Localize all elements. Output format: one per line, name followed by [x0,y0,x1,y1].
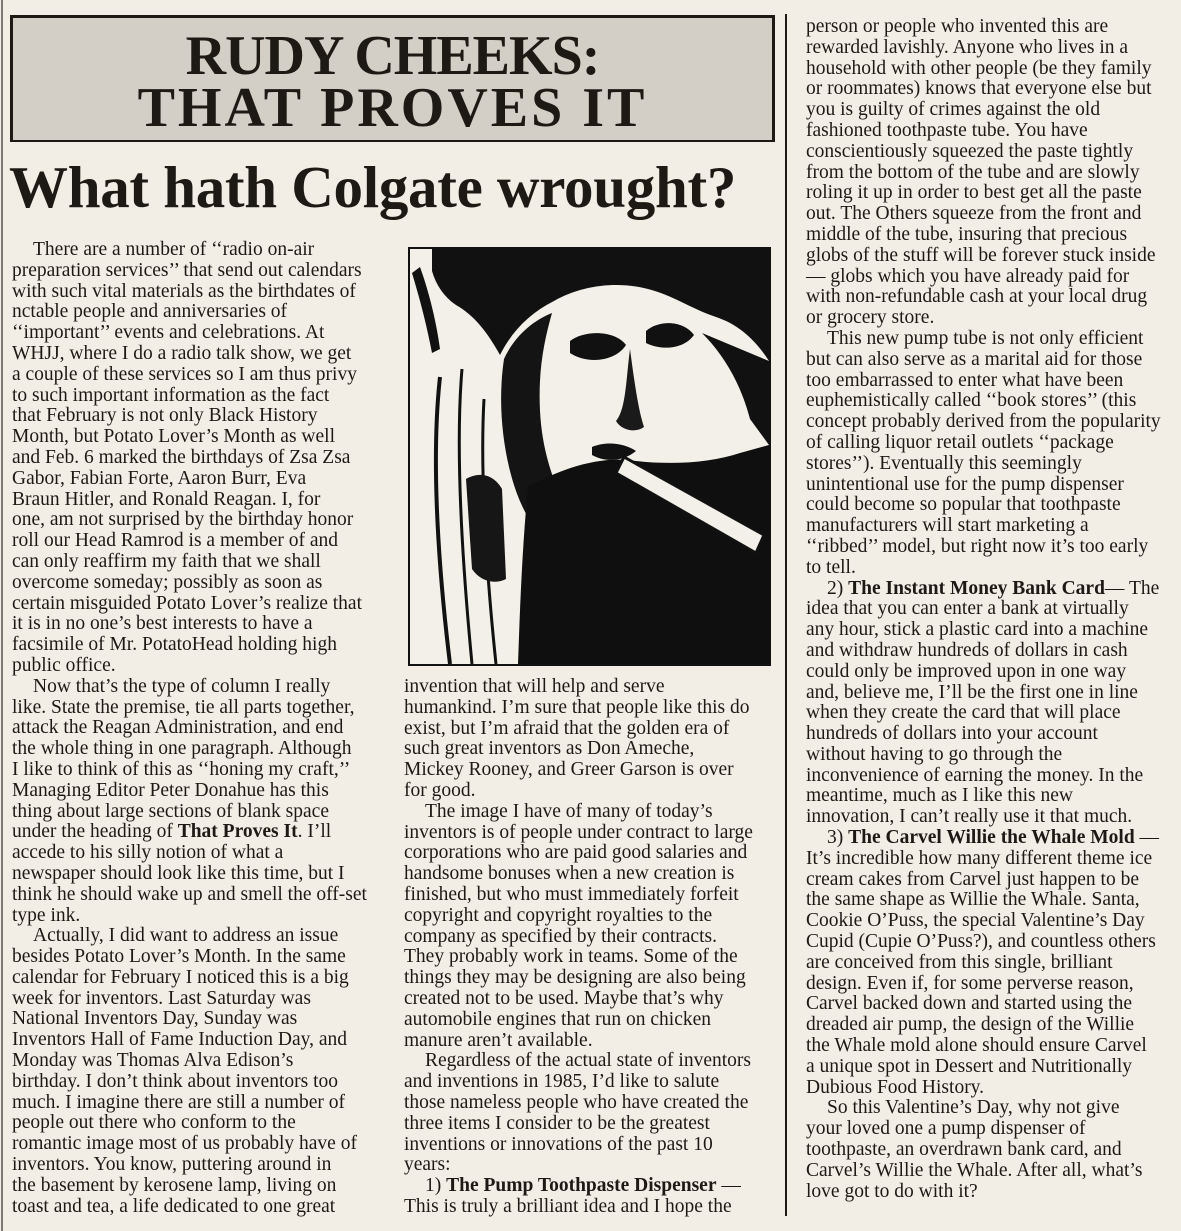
text-line: ‘‘important’’ events and celebrations. At [12,322,325,344]
column-2 [404,677,772,1218]
text-line [12,822,331,843]
text-line: those nameless people who have created the [404,1091,749,1113]
column-3 [806,17,1169,1202]
text-line: three items I consider to be the greatest [404,1112,710,1134]
banner-line-author: RUDY CHEEKS: [185,25,600,87]
text-line: So this Valentine’s Day, why not give [827,1097,1120,1119]
text-line: It’s incredible how many different theme ice [806,847,1153,869]
text-line: rewarded lavishly. Anyone who lives in a [806,36,1129,58]
text-line: Carvel’s Willie the Whale. After all, what’s [806,1159,1143,1181]
text-line: birthday. I don’t think about inventors too [12,1070,339,1092]
text-line: inventors. You know, puttering around in [12,1154,332,1176]
text-line: years: [404,1154,451,1176]
text-line: one, am not surprised by the birthday honor [12,509,354,531]
text-line: hundreds of dollars into your account [806,723,1098,745]
text-line: company as specified by their contracts. [404,925,717,947]
text-run: 1) [425,1175,447,1197]
text-line: and inventions in 1985, I’d like to salute [404,1071,720,1093]
text-line: dreaded air pump, the design of the Willie [806,1014,1135,1036]
text-line: fashioned toothpaste tube. You have [806,119,1088,141]
text-line: and Feb. 6 marked the birthdays of Zsa Zsa [12,446,351,468]
text-line: handsome bonuses when a new creation is [404,863,735,885]
portrait-photo-frame [408,247,771,666]
column-divider [785,14,787,1216]
text-line: or grocery store. [806,307,935,329]
text-line: They probably work in teams. Some of the [404,946,738,968]
text-line: corporations who are paid good salaries and [404,842,748,864]
text-line: romantic image most of us probably have of [12,1133,357,1155]
text-line: the same shape as Willie the Whale. Santa, [806,889,1140,911]
text-line: concept probably derived from the popularity [806,411,1161,433]
text-line: could only be improved upon in one way [806,660,1127,682]
text-line: stores’’). Eventually this seemingly [806,452,1082,474]
article-headline: What hath Colgate wrought? [9,154,737,220]
text-line: think he should wake up and smell the off-set [12,883,367,905]
text-line: inventors is of people under contract to large [404,821,753,843]
text-line: idea that you can enter a bank at virtually [806,598,1129,620]
text-line: globs of the stuff will be forever stuck inside [806,244,1156,266]
text-line: Carvel backed down and started using the [806,993,1132,1015]
text-line: of calling liquor retail outlets ‘‘package [806,431,1114,453]
text-line: Dubious Food History. [806,1076,985,1098]
text-line: meantime, much as I like this new [806,785,1073,807]
text-run: 3) [827,827,849,849]
text-line: from the bottom of the tube and are slowly [806,161,1140,183]
text-line: inventions or innovations of the past 10 [404,1133,713,1155]
text-line: it is in no one’s best interests to have a [12,613,313,635]
text-line: for good. [404,779,476,801]
text-line: Mickey Rooney, and Greer Garson is over [404,759,734,781]
text-line: Managing Editor Peter Donahue has this [12,779,329,801]
column-1 [12,240,377,1217]
text-line: to tell. [806,556,856,578]
text-line: inconvenience of earning the money. In the [806,764,1144,786]
text-line: the Whale mold alone should ensure Carvel [806,1035,1147,1057]
text-line: with non-refundable cash at your local drug [806,286,1148,308]
text-line: and withdraw hundreds of dollars in cash [806,639,1128,661]
text-line: can only reaffirm my faith that we shall [12,550,321,572]
text-line: Actually, I did want to address an issue [33,925,339,947]
text-line: a couple of these services so I am thus privy [12,363,357,385]
text-line: roling it up in order to best get all the paste [806,182,1142,204]
text-line: manure aren’t available. [404,1029,593,1051]
text-line: like. State the premise, tie all parts together, [12,696,355,718]
text-line: or roommates) knows that everyone else but [806,78,1152,100]
text-line: There are a number of ‘‘radio on-air [33,239,315,260]
text-line: calendar for February I noticed this is a big [12,966,349,988]
text-line: love got to do with it? [806,1180,978,1202]
text-line: copyright and copyright royalties to the [404,904,713,926]
text-line: middle of the tube, insuring that precious [806,223,1128,245]
text-line: Month, but Potato Lover’s Month as well [12,426,335,448]
text-line [404,1176,741,1197]
text-run: — [716,1175,741,1197]
text-line: people out there who conform to the [12,1112,296,1134]
photo-hand-shadow [466,475,506,582]
text-line: public office. [12,654,116,676]
text-line: the whole thing in one paragraph. Although [12,738,352,760]
text-line: manufacturers will start marketing a [806,515,1089,537]
text-line: when they create the card that will place [806,702,1121,724]
text-line: unintentional use for the pump dispenser [806,473,1124,495]
text-line: week for inventors. Last Saturday was [12,987,311,1009]
banner-line-column-title: THAT PROVES IT [137,77,648,139]
text-line: automobile engines that run on chicken [404,1008,712,1030]
text-line: conscientiously squeezed the paste tightly [806,140,1134,162]
text-line: preparation services’’ that send out calendars [12,259,362,281]
text-line: Cupid (Cupie O’Puss?), and countless others [806,931,1156,953]
text-line: The image I have of many of today’s [425,800,713,822]
text-line: certain misguided Potato Lover’s realize that [12,592,362,614]
text-line: newspaper should look like this time, but I [12,862,345,884]
scan-edge [1,0,3,1231]
text-line: Regardless of the actual state of inventors [425,1050,751,1072]
text-line: but can also serve as a marital aid for those [806,348,1143,370]
text-line: WHJJ, where I do a radio talk show, we get [12,342,352,364]
text-run: — The [1104,577,1160,599]
text-line: Monday was Thomas Alva Edison’s [12,1050,294,1072]
text-line: much. I imagine there are still a number of [12,1091,346,1113]
text-line: out. The Others squeeze from the front and [806,203,1142,225]
text-line: toothpaste, an overdrawn bank card, and [806,1139,1122,1161]
text-line: I like to think of this as ‘‘honing my craft,’’ [12,758,351,780]
text-line: Gabor, Fabian Forte, Aaron Burr, Eva [12,467,307,489]
text-line: are conceived from this single, brilliant [806,951,1113,973]
text-line: invention that will help and serve [404,676,665,697]
portrait-photo [410,249,769,664]
text-line [806,579,1159,600]
text-run: — [1134,827,1160,849]
text-line: ‘‘ribbed’’ model, but right now it’s too early [806,535,1149,557]
text-line: too embarrassed to enter what have been [806,369,1124,391]
text-line: a unique spot in Dessert and Nutritionally [806,1055,1133,1077]
text-line: your loved one a pump dispenser of [806,1118,1086,1140]
text-line: Cookie O’Puss, the special Valentine’s Day [806,910,1145,932]
text-line: person or people who invented this are [806,16,1109,37]
text-line: that February is not only Black History [12,405,318,427]
text-run: . I’ll [297,821,332,843]
text-line: the basement by kerosene lamp, living on [12,1174,337,1196]
text-line: thing about large sections of blank space [12,800,329,822]
text-line: created not to be used. Maybe that’s why [404,987,724,1009]
text-line: humankind. I’m sure that people like this do [404,696,750,718]
text-run: 2) [827,577,849,599]
text-line: design. Even if, for some perverse reason, [806,972,1134,994]
text-line: things they may be designing are also being [404,967,746,989]
text-line: you is guilty of crimes against the old [806,99,1101,121]
text-line: This is truly a brilliant idea and I hope the [404,1195,732,1217]
text-line: This new pump tube is not only efficient [827,327,1144,349]
text-line: accede to his silly notion of what a [12,842,284,864]
text-line: cream cakes from Carvel just happen to be [806,868,1139,890]
text-run: under the heading of [12,821,178,843]
text-line: household with other people (be they family [806,57,1152,79]
text-line: toast and tea, a life dedicated to one great [12,1195,336,1217]
text-line: facsimile of Mr. PotatoHead holding high [12,634,337,656]
text-line: overcome someday; possibly as soon as [12,571,323,593]
text-line: Now that’s the type of column I really [33,675,331,697]
text-line: Braun Hitler, and Ronald Reagan. I, for [12,488,321,510]
text-line: besides Potato Lover’s Month. In the same [12,946,346,968]
text-line: without having to go through the [806,743,1063,765]
bold-item-title: The Carvel Willie the Whale Mold [848,827,1135,849]
text-line: finished, but who must immediately forfeit [404,883,739,905]
text-line: innovation, I can’t really use it that much. [806,806,1133,828]
bold-item-title: The Pump Toothpaste Dispenser [446,1175,717,1197]
text-line: euphemistically called ‘‘book stores’’ (this [806,390,1137,412]
text-line: with such vital materials as the birthdates of [12,280,356,302]
text-line: — globs which you have already paid for [806,265,1130,287]
text-line: National Inventors Day, Sunday was [12,1008,298,1030]
text-line: type ink. [12,904,81,926]
bold-item-title: That Proves It [177,821,298,843]
text-line: attack the Reagan Administration, and end [12,717,344,739]
bold-item-title: The Instant Money Bank Card [848,577,1105,599]
text-line: exist, but I’m afraid that the golden era of [404,717,730,739]
text-line: any hour, stick a plastic card into a machine [806,619,1148,641]
text-line [806,828,1159,849]
text-line: could become so popular that toothpaste [806,494,1121,516]
text-line: such great inventors as Don Ameche, [404,738,695,760]
text-line: roll our Head Ramrod is a member of and [12,530,338,552]
text-line: to such important information as the fact [12,384,330,406]
text-line: Inventors Hall of Fame Induction Day, and [12,1029,348,1051]
text-line: nctable people and anniversaries of [12,301,288,323]
text-line: and, believe me, I’ll be the first one in line [806,681,1138,703]
